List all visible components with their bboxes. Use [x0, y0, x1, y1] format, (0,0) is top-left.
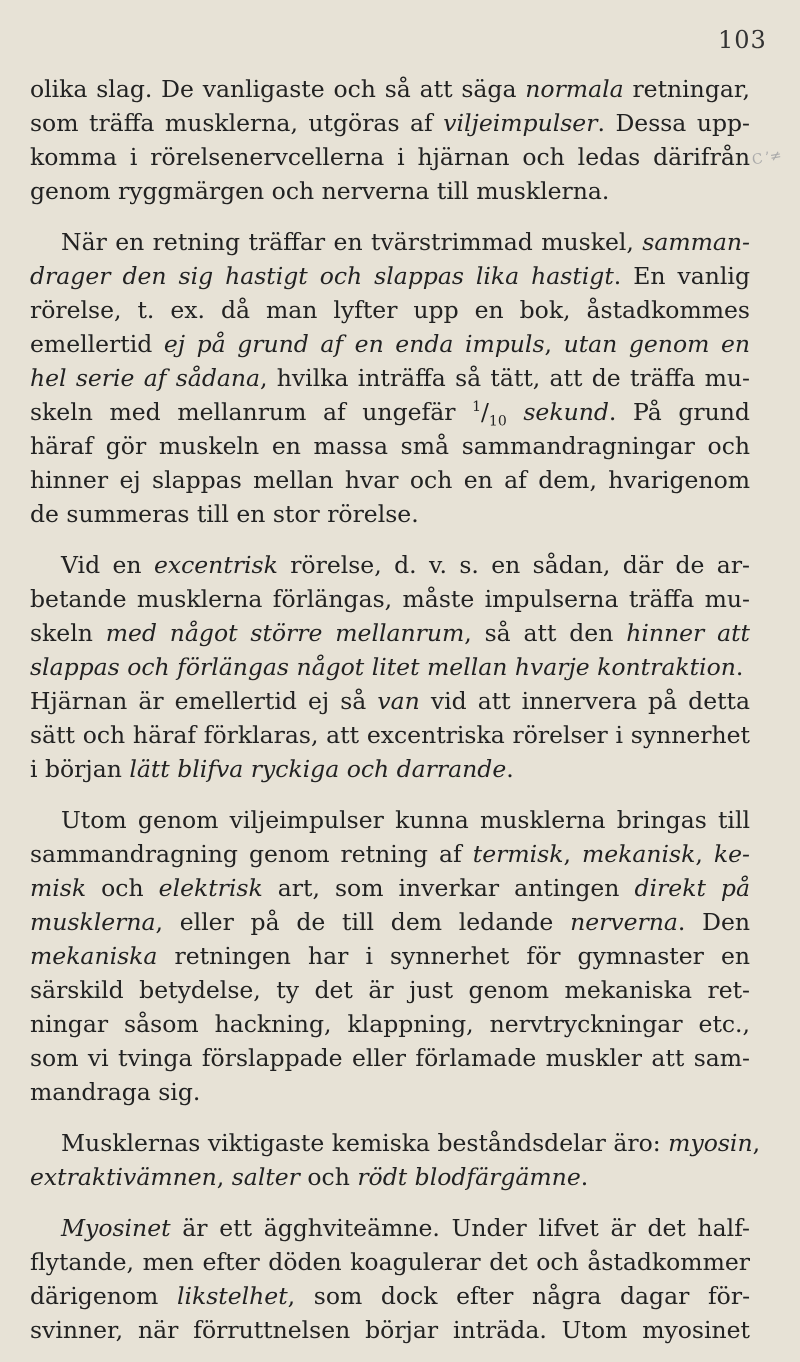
text-line [30, 174, 750, 208]
text-run: häraf gör muskeln en massa små sammandragningar och [30, 432, 750, 460]
italic-run: termisk [472, 840, 564, 868]
fraction [472, 398, 507, 430]
text-run: särskild betydelse, ty det är just genom mekaniska ret- [30, 976, 750, 1004]
italic-run: elektrisk [158, 874, 263, 902]
text-line [30, 1126, 761, 1160]
text-line [30, 905, 750, 939]
text-line [30, 582, 750, 616]
text-run: skeln med mellanrum af ungefär [30, 398, 473, 426]
italic-run: Myosinet [61, 1214, 171, 1242]
text-line [30, 718, 750, 752]
text-run: Hjärnan är emellertid ej så [30, 687, 378, 715]
text-run: Musklernas viktigaste kemiska beståndsdelar äro: [61, 1129, 669, 1157]
text-run: och [299, 1163, 358, 1191]
text-run: betande musklerna förlängas, måste impulserna träffa mu- [30, 585, 750, 613]
italic-run: slappas och förlängas något litet mellan hvarje kontraktion [30, 653, 736, 681]
text-line [30, 684, 750, 718]
text-run: . En vanlig [613, 262, 750, 290]
italic-run: utan genom en [563, 330, 750, 358]
text-line [30, 106, 750, 140]
text-line [30, 1007, 750, 1041]
italic-run: rödt blodfärgämne [357, 1163, 581, 1191]
italic-run: musklerna [30, 908, 156, 936]
italic-run: drager den sig hastigt och slappas lika hastigt [30, 262, 614, 290]
text-run: de summeras till en stor rörelse. [30, 500, 419, 528]
italic-run: normala [525, 75, 624, 103]
text-run: , hvilka inträffa så tätt, att de träffa mu- [260, 364, 750, 392]
italic-run: mekaniska [30, 942, 158, 970]
text-run: . Den [677, 908, 750, 936]
text-run: , [563, 840, 582, 868]
italic-run: samman- [642, 228, 750, 256]
text-run: genom ryggmärgen och nerverna till musklerna. [30, 177, 610, 205]
text-run: . Dessa upp- [597, 109, 750, 137]
text-line [30, 225, 750, 259]
text-run: och [86, 874, 159, 902]
text-run: skeln [30, 619, 106, 647]
text-line [30, 327, 750, 361]
italic-run: salter [231, 1163, 300, 1191]
text-line [30, 361, 750, 395]
italic-run: viljeimpulser [443, 109, 598, 137]
text-run: olika slag. De vanligaste och så att säga [30, 75, 526, 103]
text-run: vid att innervera på detta [419, 687, 751, 715]
text-run: retningar, [623, 75, 750, 103]
italic-run: van [377, 687, 420, 715]
text-run: , [695, 840, 714, 868]
italic-run: ej på grund af en enda impuls [163, 330, 545, 358]
text-line [30, 429, 750, 463]
text-run: hinner ej slappas mellan hvar och en af dem, hvarigenom [30, 466, 750, 494]
italic-run: lätt blifva ryckiga och darrande [129, 755, 507, 783]
text-line [30, 752, 750, 786]
text-line [30, 939, 750, 973]
text-run: emellertid [30, 330, 164, 358]
text-run: svinner, när förruttnelsen börjar inträda. Utom myosinet [30, 1316, 750, 1344]
text-line [30, 1245, 750, 1279]
italic-run: ke- [713, 840, 750, 868]
italic-run: mekanisk [581, 840, 696, 868]
text-run: När en retning träffar en tvärstrimmad muskel, [61, 228, 643, 256]
text-run: , eller på de till dem ledande [155, 908, 571, 936]
text-line [30, 803, 750, 837]
text-run: flytande, men efter döden koagulerar det och åstadkommer [30, 1248, 750, 1276]
text-run: sammandragning genom retning af [30, 840, 473, 868]
text-run: Vid en [61, 551, 154, 579]
italic-run: hel serie af sådana [30, 364, 261, 392]
text-run: , [752, 1129, 761, 1157]
text-line [30, 395, 750, 429]
text-run: . På grund [608, 398, 750, 426]
text-line [30, 1313, 750, 1347]
text-run: som träffa musklerna, utgöras af [30, 109, 444, 137]
text-line [30, 1160, 750, 1194]
text-line [30, 1211, 750, 1245]
text-run: som vi tvinga förslappade eller förlamade muskler att sam- [30, 1044, 750, 1072]
text-line [30, 140, 750, 174]
text-run: , som dock efter några dagar för- [287, 1282, 751, 1310]
text-line [30, 497, 750, 531]
text-line [30, 871, 750, 905]
italic-run: hinner att [626, 619, 750, 647]
italic-run: likstelhet [176, 1282, 288, 1310]
page-number: 103 [718, 26, 767, 54]
text-run: art, som inverkar antingen [262, 874, 635, 902]
fraction-denominator: 10 [488, 413, 507, 430]
fraction-numerator: 1 [472, 399, 481, 416]
text-run: rörelse, t. ex. då man lyfter upp en bok, åstadkommes [30, 296, 750, 324]
text-run: . [735, 653, 744, 681]
text-run: , [544, 330, 564, 358]
text-line [30, 650, 750, 684]
italic-run: nerverna [570, 908, 678, 936]
text-line [30, 973, 750, 1007]
text-line [30, 1279, 750, 1313]
italic-run: excentrisk [153, 551, 278, 579]
text-run: är ett ägghviteämne. Under lifvet är det half- [170, 1214, 750, 1242]
text-line [30, 616, 750, 650]
margin-annotation: C ’≠ [750, 147, 783, 169]
italic-run: direkt på [634, 874, 750, 902]
text-run: sätt och häraf förklaras, att excentriska rörelser i synnerhet [30, 721, 750, 749]
italic-run: med något större mellanrum [105, 619, 465, 647]
text-run: Utom genom viljeimpulser kunna musklerna bringas till [61, 806, 750, 834]
italic-run: myosin [668, 1129, 753, 1157]
text-line [30, 837, 750, 871]
text-run: , så att den [464, 619, 627, 647]
text-run: . [506, 755, 514, 783]
text-run: ningar såsom hackning, klappning, nervtryckningar etc., [30, 1010, 750, 1038]
body-text [30, 72, 761, 1347]
text-line [30, 463, 750, 497]
text-run: rörelse, d. v. s. en sådan, där de ar- [277, 551, 750, 579]
text-run: därigenom [30, 1282, 177, 1310]
text-run: mandraga sig. [30, 1078, 201, 1106]
fraction-slash: / [481, 398, 489, 426]
text-line [30, 548, 750, 582]
text-run: . [580, 1163, 589, 1191]
text-line [30, 72, 750, 106]
italic-run: extraktivämnen [30, 1163, 217, 1191]
text-line [30, 1075, 750, 1109]
text-line [30, 293, 750, 327]
text-run: i början [30, 755, 130, 783]
text-run: retningen har i synnerhet för gymnaster en [157, 942, 750, 970]
text-line [30, 259, 750, 293]
italic-run: sekund [523, 398, 609, 426]
text-run: , [216, 1163, 232, 1191]
text-line [30, 1041, 750, 1075]
text-run: komma i rörelsenervcellerna i hjärnan och ledas därifrån [30, 143, 750, 171]
text-run [507, 398, 524, 426]
italic-run: misk [30, 874, 87, 902]
